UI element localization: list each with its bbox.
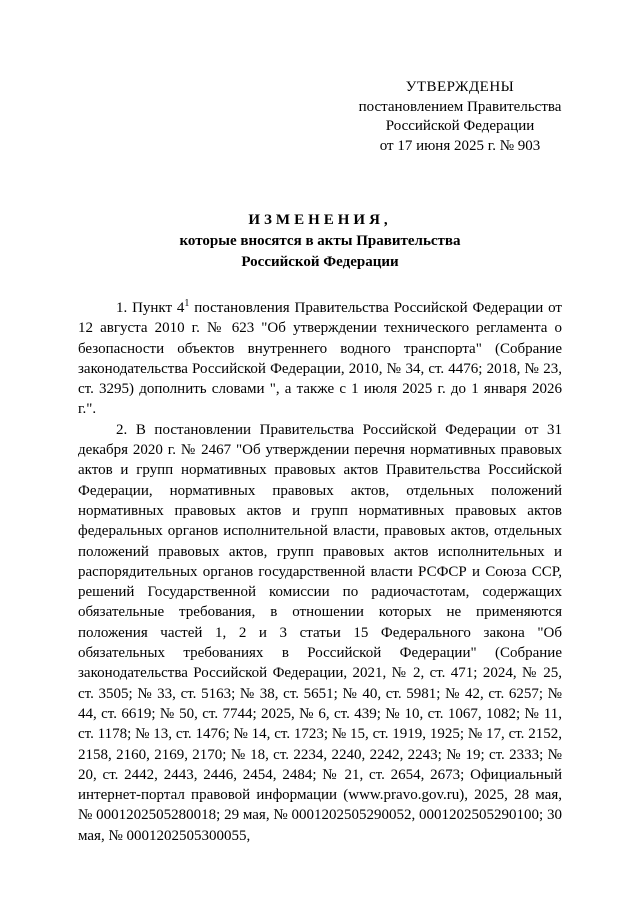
paragraph-1 — [78, 298, 562, 420]
document-body — [78, 298, 562, 846]
title-subline: которые вносятся в акты Правительства — [179, 233, 461, 249]
title-subline: Российской Федерации — [241, 254, 399, 270]
paragraph-1-rest: постановления Правительства Российской Федерации от 12 августа 2010 г. № 623 "Об утверждении технического регламента о безопасности объектов внутреннего водного транспорта" (Собрание законодательства Российской Федерации, 2010, № 34, ст. 4476; 2018, № 23, ст. 3295) дополнить словами ", а также с 1 июля 2025 г. до 1 января 2026 г.". — [78, 300, 562, 418]
title-heading: ИЗМЕНЕНИЯ, — [248, 212, 392, 228]
approval-line: постановлением Правительства — [358, 98, 562, 115]
paragraph-2: 2. В постановлении Правительства Российской Федерации от 31 декабря 2020 г. № 2467 "Об утверждении перечня нормативных правовых актов и групп нормативных правовых актов Правительства Российской Федерации, нормативных правовых актов, отдельных положений нормативных правовых актов и групп нормативных правовых актов федеральных органов исполнительной власти, правовых актов, отдельных положений правовых актов, групп правовых актов исполнительных и распорядительных органов государственной власти РСФСР и Союза ССР, решений Государственной комиссии по радиочастотам, содержащих обязательные требования, в отношении которых не применяются положения частей 1, 2 и 3 статьи 15 Федерального закона "Об обязательных требованиях в Российской Федерации" (Собрание законодательства Российской Федерации, 2021, № 2, ст. 471; 2024, № 25, ст. 3505; № 33, ст. 5163; № 38, ст. 5651; № 40, ст. 5981; № 42, ст. 6257; № 44, ст. 6619; № 50, ст. 7744; 2025, № 6, ст. 439; № 10, ст. 1067, 1082; № 11, ст. 1178; № 13, ст. 1476; № 14, ст. 1723; № 15, ст. 1919, 1925; № 17, ст. 2152, 2158, 2160, 2169, 2170; № 18, ст. 2234, 2240, 2242, 2243; № 19; ст. 2333; № 20, ст. 2442, 2443, 2446, 2454, 2484; № 21, ст. 2654, 2673; Официальный интернет-портал правовой информации (www.pravo.gov.ru), 2025, 28 мая, № 0001202505280018; 29 мая, № 0001202505290052, 0001202505290100; 30 мая, № 0001202505300055, — [78, 421, 562, 844]
approval-stamp — [330, 78, 590, 156]
superscript: 1 — [184, 298, 190, 309]
document-title — [0, 210, 640, 273]
approval-heading: УТВЕРЖДЕНЫ — [405, 79, 515, 95]
approval-date: от 17 июня 2025 г. № 903 — [379, 137, 541, 154]
paragraph-1-start: 1. Пункт 4 — [116, 300, 185, 316]
approval-line: Российской Федерации — [385, 118, 535, 134]
